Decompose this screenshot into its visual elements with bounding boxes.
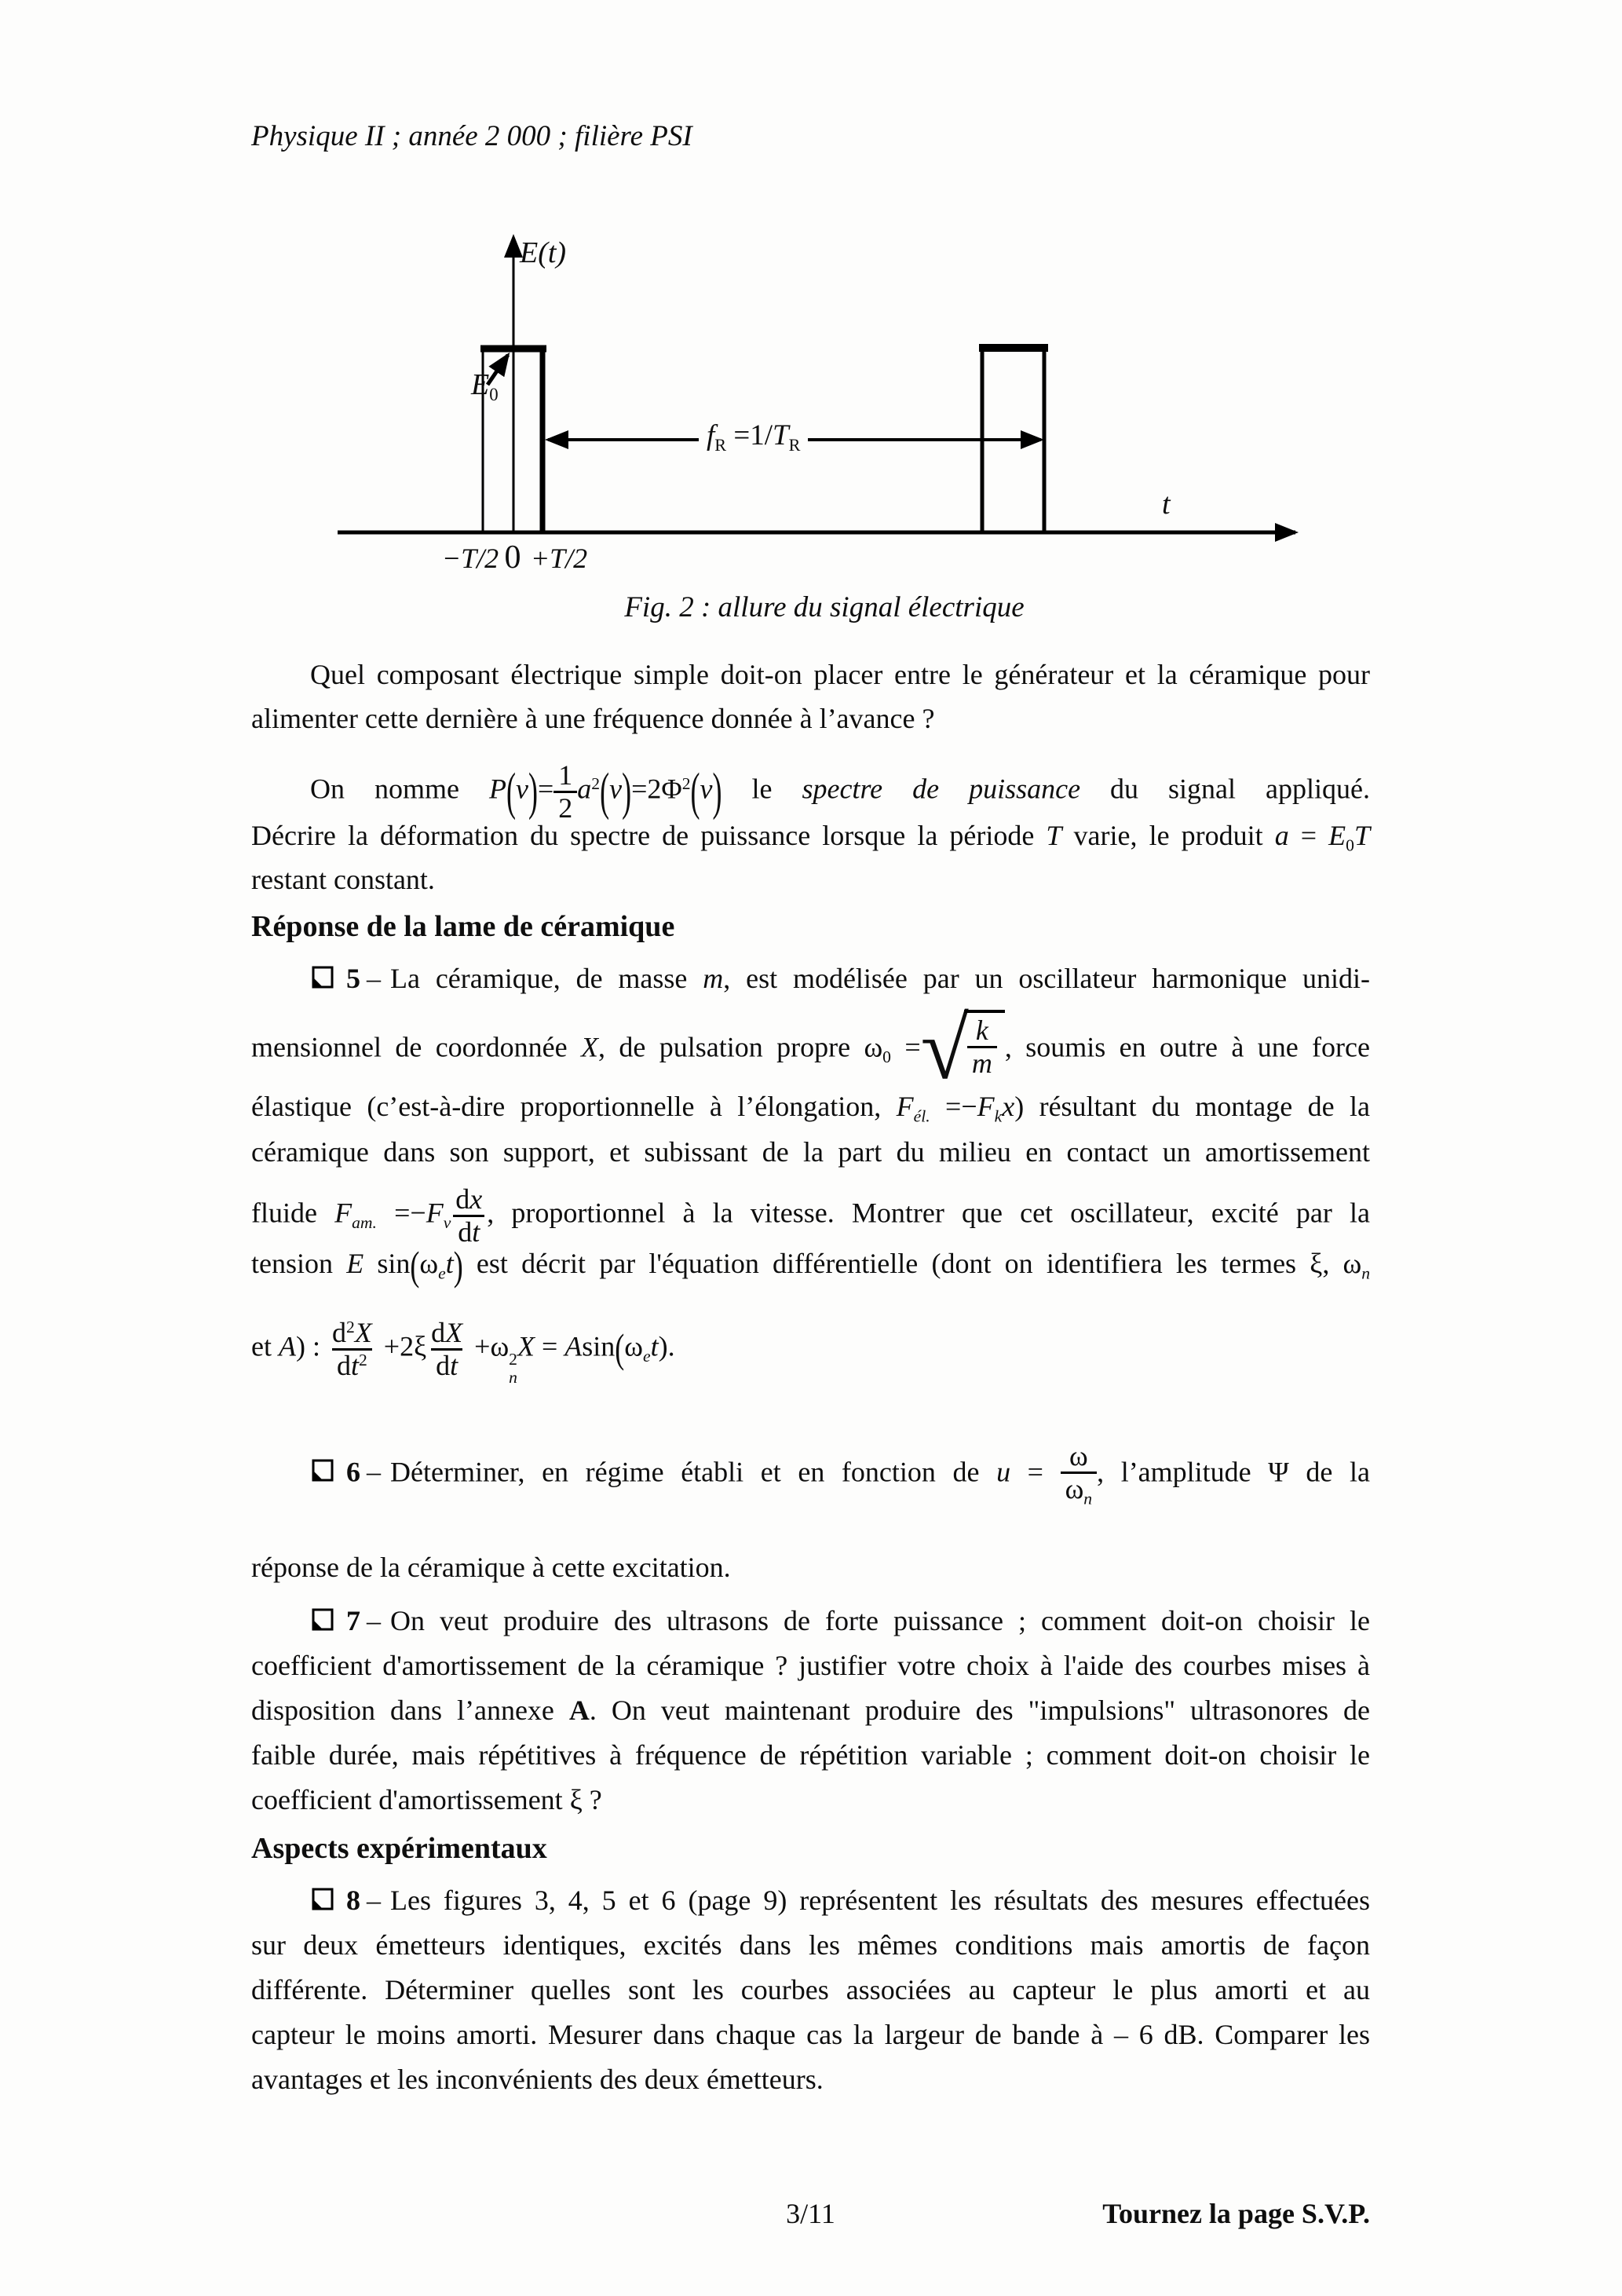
question-text: avantages et les inconvénients des deux émetteurs. — [251, 2064, 824, 2095]
d-operator: d — [336, 1349, 351, 1381]
question-5-line — [251, 1088, 1370, 1128]
question-text: , soumis en outre à une force — [1004, 1031, 1370, 1063]
checkbox-icon — [310, 1886, 335, 1913]
question-text: Déterminer, en régime établi et en fonction de — [390, 1456, 997, 1488]
spectre-de-puissance: spectre de puissance — [802, 773, 1081, 805]
t-symbol: t — [472, 1216, 480, 1248]
checkbox-icon — [310, 1607, 335, 1633]
psi-symbol: Ψ — [1268, 1456, 1289, 1488]
t-symbol: t — [350, 1349, 359, 1381]
question-text: ) résultant du montage de la — [1014, 1091, 1370, 1122]
X-symbol: X — [581, 1031, 598, 1063]
v-subscript: v — [443, 1212, 451, 1232]
nu-symbol: ν — [700, 773, 713, 805]
question-text: faible durée, mais répétitives à fréquence de répétition variable ; comment doit-on choisir le — [251, 1739, 1370, 1771]
question-text: , — [1322, 1248, 1343, 1279]
f-subscript: R — [714, 434, 727, 455]
denominator — [431, 1348, 462, 1381]
numerator: 1 — [558, 759, 573, 791]
question-7-line — [251, 1691, 1370, 1730]
question-text: . On veut maintenant produire des "impulsions" ultrasonores de — [589, 1695, 1370, 1726]
question-text: de la — [1288, 1456, 1370, 1488]
omega-symbol: ω — [419, 1248, 439, 1279]
e-subscript: e — [642, 1346, 651, 1366]
squared: 2 — [509, 1350, 517, 1369]
question-number: 8 — [346, 1885, 360, 1916]
plus-sign: + — [467, 1330, 491, 1362]
squared: 2 — [345, 1317, 355, 1336]
x-symbol: x — [1002, 1091, 1015, 1122]
n-subscript: n — [509, 1367, 517, 1387]
question-text: coefficient d'amortissement — [251, 1784, 570, 1815]
numerator — [327, 1318, 377, 1348]
equation-text: ) : — [295, 1330, 327, 1362]
paragraph-line — [251, 656, 1370, 694]
a-symbol: a — [577, 773, 592, 805]
plus-two-xi: +2ξ — [376, 1330, 427, 1362]
n-subscript: n — [1083, 1489, 1093, 1508]
paragraph-text: Quel composant électrique simple doit-on placer entre le générateur et la céramique pour — [310, 659, 1370, 690]
T-symbol: T — [773, 419, 789, 452]
zero-subscript: 0 — [1346, 835, 1354, 855]
question-7-line — [251, 1602, 1370, 1640]
footer-page-number: 3/11 — [786, 2198, 835, 2229]
power-spectrum-line — [251, 729, 1370, 824]
paragraph-text: alimenter cette dernière à une fréquence donnée à l’avance ? — [251, 703, 935, 734]
paragraph-line — [251, 861, 1370, 899]
footer-turn-note: Tournez la page S.V.P. — [1102, 2198, 1370, 2229]
omega-ratio-fraction — [1061, 1441, 1098, 1508]
omega-symbol: ω — [1343, 1248, 1362, 1279]
minus-sign: − — [961, 1091, 977, 1122]
P-symbol: P — [488, 773, 506, 805]
f-symbol: f — [707, 419, 715, 452]
question-text: élastique (c’est-à-dire proportionnelle à l’élongation, — [251, 1091, 897, 1122]
dX-dt-fraction — [426, 1318, 467, 1381]
equals-sign: = — [1288, 820, 1329, 851]
T-symbol: T — [1046, 820, 1062, 851]
question-7-line — [251, 1736, 1370, 1775]
tick-plus-t-half: +T/2 — [530, 543, 588, 574]
question-text: tension — [251, 1248, 347, 1279]
tick-zero: 0 — [504, 539, 521, 576]
squared: 2 — [681, 773, 691, 793]
E-symbol: E — [346, 1248, 364, 1279]
question-7-line — [251, 1781, 1370, 1819]
differential-equation — [251, 1294, 1370, 1404]
sin-function: sin — [377, 1248, 411, 1279]
paragraph-text: restant constant. — [251, 864, 435, 895]
question-text: est décrit par l'équation différentielle (dont on identifiera les termes — [462, 1248, 1310, 1279]
xi-symbol: ξ — [569, 1784, 583, 1815]
question-text: , proportionnel à la vitesse. Montrer que cet oscillateur, excité par la — [487, 1197, 1370, 1229]
omega-symbol: ω — [624, 1330, 643, 1362]
X-symbol: X — [445, 1316, 463, 1348]
radical-sign: √ — [920, 1000, 969, 1098]
question-text: capteur le moins amorti. Mesurer dans chaque cas la largeur de bande à – 6 dB. Comparer les — [251, 2019, 1370, 2050]
denominator: 2 — [553, 791, 577, 824]
F-symbol: F — [896, 1091, 914, 1122]
F-symbol: F — [334, 1197, 353, 1229]
question-8-line — [251, 2016, 1370, 2054]
paragraph-text: Décrire la déformation du spectre de puissance lorsque la période — [251, 820, 1047, 851]
question-text: coefficient d'amortissement de la céramique ? justifier votre choix à l'aide des courbes mises à — [251, 1650, 1370, 1681]
omega-sup-sub — [509, 1351, 517, 1386]
question-text: , l’amplitude — [1097, 1456, 1269, 1488]
denominator — [332, 1348, 372, 1381]
open-paren: ( — [410, 1242, 420, 1289]
paragraph-line — [251, 817, 1370, 857]
e-subscript: e — [438, 1263, 446, 1283]
question-text: céramique dans son support, et subissant de la part du milieu en contact un amortissement — [251, 1136, 1370, 1168]
checkbox-icon — [310, 1457, 335, 1484]
close-paren: ) — [528, 762, 538, 821]
omega-symbol: ω — [490, 1330, 510, 1362]
squared: 2 — [358, 1350, 367, 1369]
d-operator: d — [436, 1349, 451, 1381]
question-5-line — [251, 1242, 1371, 1289]
dash: – — [367, 1605, 381, 1636]
equation-text: et — [251, 1330, 279, 1362]
figure-caption: Fig. 2 : allure du signal électrique — [624, 591, 1025, 623]
equals-sign: = — [534, 1330, 565, 1362]
n-subscript: n — [1361, 1263, 1371, 1283]
d-operator: d — [458, 1216, 473, 1248]
one-half-fraction — [553, 760, 577, 824]
F-symbol: F — [977, 1091, 995, 1122]
a-symbol: a — [1274, 820, 1289, 851]
page-title: Physique II ; année 2 000 ; filière PSI — [251, 120, 692, 152]
dash: – — [367, 963, 381, 994]
question-number: 6 — [346, 1456, 360, 1488]
x-symbol: x — [469, 1183, 483, 1215]
close-paren: ) — [622, 762, 632, 821]
equals-sign: = — [394, 1197, 411, 1229]
u-symbol: u — [996, 1456, 1011, 1488]
question-8-line — [251, 1971, 1370, 2009]
k-over-m-fraction — [967, 1015, 997, 1079]
question-text: , est modélisée par un oscillateur harmonique unidi- — [723, 963, 1370, 994]
question-text: La céramique, de masse — [390, 963, 703, 994]
denominator — [1061, 1472, 1098, 1508]
d2X-dt2-fraction — [327, 1318, 377, 1381]
m-symbol: m — [967, 1046, 997, 1079]
equals-sign: = — [904, 1031, 921, 1063]
X-symbol: X — [517, 1330, 535, 1362]
question-text: Les figures 3, 4, 5 et 6 (page 9) représentent les résultats des mesures effectuées — [390, 1885, 1370, 1916]
numerator — [426, 1318, 467, 1348]
open-paren: ( — [506, 762, 516, 821]
squared: 2 — [591, 773, 601, 793]
e0-subscript: 0 — [489, 384, 499, 404]
question-text: mensionnel de coordonnée — [251, 1031, 581, 1063]
numerator — [451, 1184, 487, 1215]
t-axis-label: t — [1162, 488, 1171, 521]
A-symbol: A — [564, 1330, 583, 1362]
formula-tail: du signal appliqué. — [1110, 773, 1370, 805]
nu-symbol: ν — [609, 773, 623, 805]
X-symbol: X — [354, 1316, 372, 1348]
question-6-line — [251, 1420, 1370, 1530]
equals-sign: = — [537, 773, 554, 805]
k-symbol: k — [975, 1014, 988, 1046]
question-text: différente. Déterminer quelles sont les courbes associées au capteur le plus amorti et au — [251, 1974, 1370, 2005]
minus-sign: − — [410, 1197, 426, 1229]
e0-label — [471, 367, 499, 405]
e0-symbol: E — [471, 368, 490, 401]
close-paren-period: ). — [658, 1330, 675, 1362]
paragraph-text: varie, le produit — [1061, 820, 1275, 851]
equals-sign: = — [945, 1091, 962, 1122]
question-8-line — [251, 2060, 1370, 2099]
formula-intro: On nomme — [310, 773, 459, 805]
radicand — [964, 1010, 1005, 1079]
d-operator: d — [331, 1316, 346, 1348]
two-phi: 2Φ — [647, 773, 682, 805]
F-symbol: F — [426, 1197, 444, 1229]
nu-symbol: ν — [515, 773, 528, 805]
equals-sign: = — [631, 773, 648, 805]
close-paren: ) — [453, 1242, 463, 1289]
t-symbol: t — [450, 1349, 458, 1381]
equals-sign: = — [1010, 1456, 1061, 1488]
numerator: ω — [1069, 1440, 1088, 1472]
question-text: ? — [582, 1784, 602, 1815]
dash: – — [367, 1885, 381, 1916]
el-subscript: él. — [913, 1106, 930, 1126]
heading-reponse: Réponse de la lame de céramique — [251, 910, 675, 943]
question-number: 7 — [346, 1605, 360, 1636]
T-symbol: T — [1353, 820, 1370, 851]
E-symbol: E — [1328, 820, 1346, 851]
omega-symbol: ω — [1065, 1473, 1084, 1505]
tick-minus-t-half: −T/2 — [441, 543, 499, 574]
question-8-line — [251, 1881, 1370, 1920]
d-operator: d — [455, 1183, 470, 1215]
m-symbol: m — [703, 963, 724, 994]
question-text: , de pulsation propre — [598, 1031, 864, 1063]
xi-symbol: ξ — [1310, 1248, 1323, 1279]
open-paren: ( — [600, 762, 610, 821]
d-operator: d — [431, 1316, 446, 1348]
am-subscript: am. — [352, 1212, 377, 1232]
close-paren: ) — [712, 762, 722, 821]
k-subscript: k — [994, 1106, 1003, 1126]
open-paren: ( — [615, 1325, 625, 1372]
question-text: On veut produire des ultrasons de forte puissance ; comment doit-on choisir le — [390, 1605, 1370, 1636]
dash: – — [367, 1456, 381, 1488]
y-axis-label: E(t) — [520, 236, 567, 269]
question-text: réponse de la céramique à cette excitation. — [251, 1552, 731, 1583]
checkbox-icon — [310, 964, 335, 991]
question-text: sur deux émetteurs identiques, excités dans les mêmes conditions mais amortis de façon — [251, 1929, 1370, 1961]
square-root — [920, 1000, 1005, 1098]
equals-one-over: =1/ — [726, 419, 773, 452]
A-symbol: A — [278, 1330, 296, 1362]
question-7-line — [251, 1647, 1370, 1685]
question-text: fluide — [251, 1197, 335, 1229]
question-text: disposition dans l’annexe — [251, 1695, 569, 1726]
question-6-line — [251, 1548, 1370, 1587]
t-symbol: t — [445, 1248, 454, 1279]
t-symbol: t — [650, 1330, 659, 1362]
formula-text: le — [751, 773, 773, 805]
zero-subscript: 0 — [882, 1047, 891, 1066]
T-subscript: R — [788, 434, 801, 455]
open-paren: ( — [690, 762, 700, 821]
omega-symbol: ω — [864, 1031, 883, 1063]
question-number: 5 — [346, 963, 360, 994]
repetition-frequency-label — [699, 419, 808, 455]
annexe-A: A — [568, 1695, 590, 1726]
sin-function: sin — [582, 1330, 616, 1362]
question-8-line — [251, 1926, 1370, 1965]
heading-aspects: Aspects expérimentaux — [251, 1832, 547, 1865]
